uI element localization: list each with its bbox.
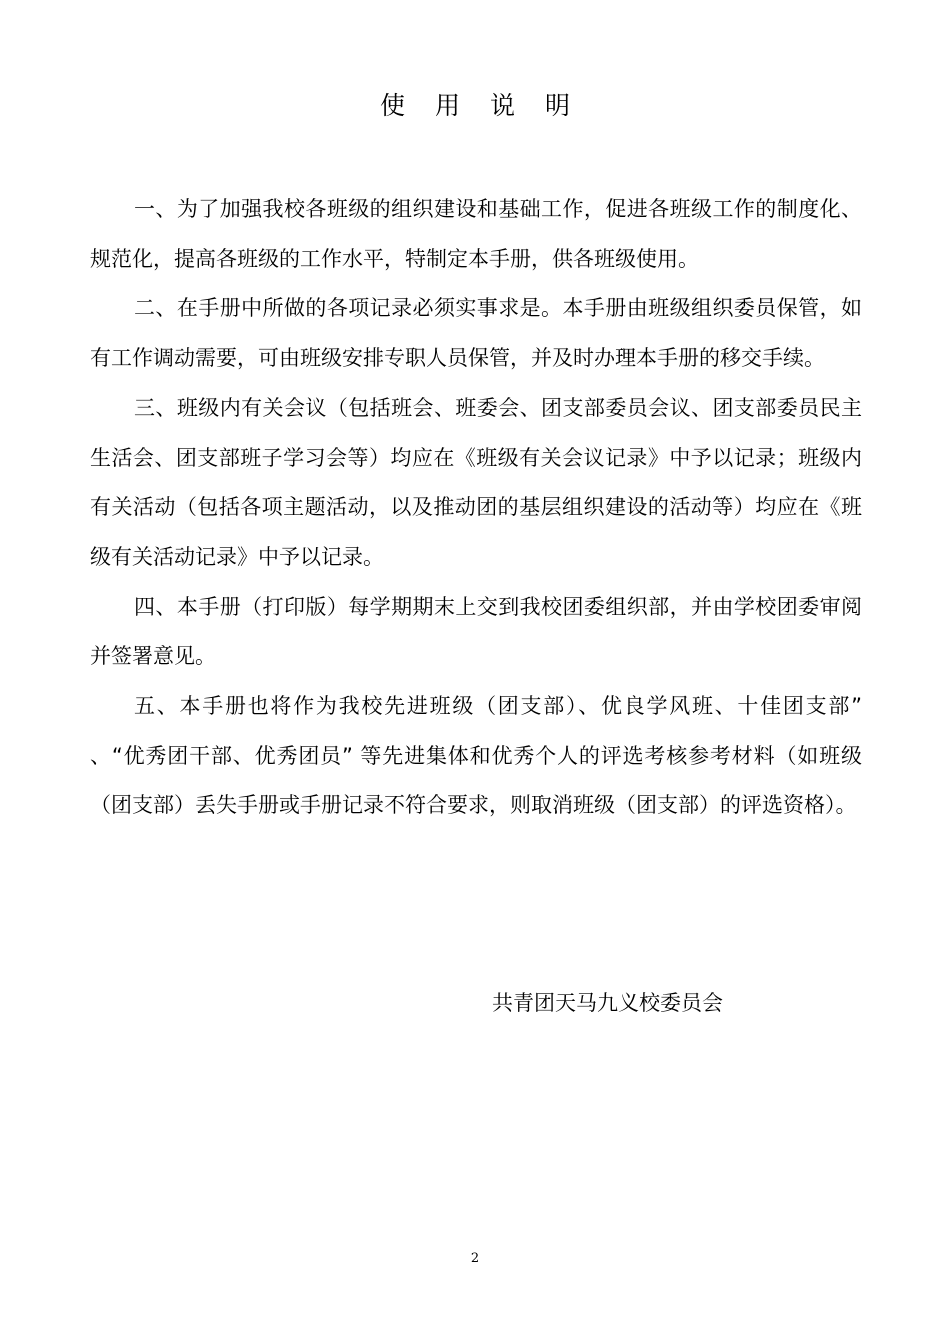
paragraph-4: 四、本手册（打印版）每学期期末上交到我校团委组织部，并由学校团委审阅并签署意见。 (90, 594, 862, 669)
paragraph-5: 五、本手册也将作为我校先进班级（团支部）、优良学风班、十佳团支部” 、“优秀团干部、优秀团员” 等先进集体和优秀个人的评选考核参考材料（如班级（团支部）丢失手册或手册记录不符合要求，则取消班级（团支部）的评选资格）。 (90, 694, 862, 818)
paragraph-3: 三、班级内有关会议（包括班会、班委会、团支部委员会议、团支部委员民主生活会、团支部班子学习会等）均应在《班级有关会议记录》中予以记录；班级内有关活动（包括各项主题活动，以及推动团的基层组织建设的活动等）均应在《班级有关活动记录》中予以记录。 (90, 395, 862, 569)
paragraph-2: 二、在手册中所做的各项记录必须实事求是。本手册由班级组织委员保管，如有工作调动需要，可由班级安排专职人员保管，并及时办理本手册的移交手续。 (90, 296, 862, 371)
paragraph-1: 一、为了加强我校各班级的组织建设和基础工作，促进各班级工作的制度化、规范化，提高各班级的工作水平，特制定本手册，供各班级使用。 (90, 197, 862, 271)
page-title: 使用说明 (379, 91, 600, 120)
page-number: 2 (470, 1251, 480, 1266)
signature-organization: 共青团天马九义校委员会 (492, 991, 723, 1015)
instructions-body (90, 185, 862, 831)
